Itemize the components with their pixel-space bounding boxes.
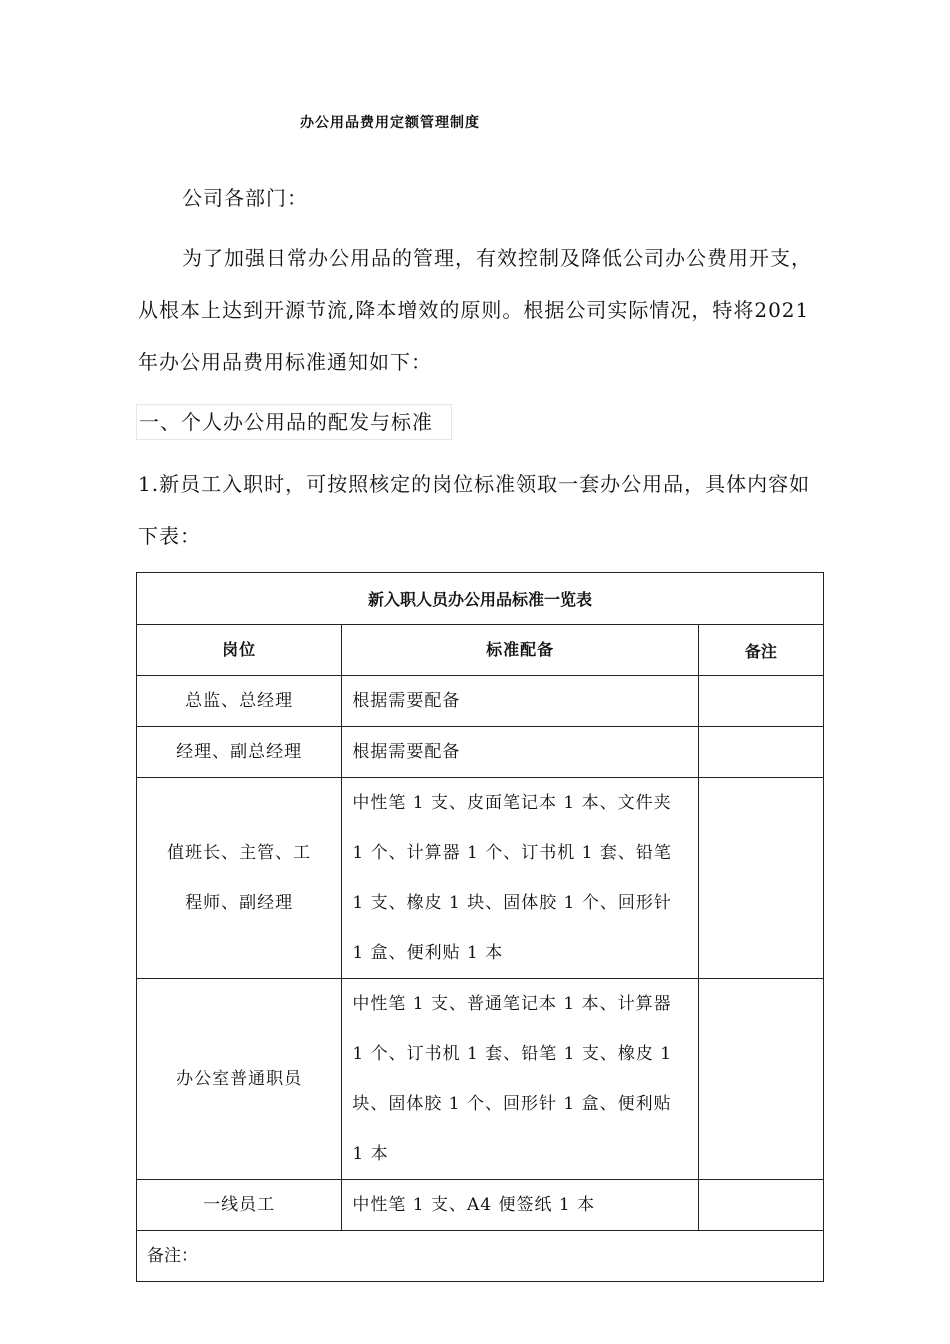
supplies-standard-table xyxy=(136,572,824,1282)
note-cell xyxy=(698,778,823,979)
table-row xyxy=(137,1180,824,1231)
position-cell: 一线员工 xyxy=(137,1180,342,1231)
position-cell: 总监、总经理 xyxy=(137,676,342,727)
table-row xyxy=(137,676,824,727)
section-heading: 一、个人办公用品的配发与标准 xyxy=(136,404,452,440)
intro-paragraph: 为了加强日常办公用品的管理，有效控制及降低公司办公费用开支，从根本上达到开源节流,降本增效的原则。根据公司实际情况，特将2021年办公用品费用标准通知如下： xyxy=(138,246,812,374)
position-cell: 值班长、主管、工程师、副经理 xyxy=(137,778,342,979)
item-paragraph: 1.新员工入职时，可按照核定的岗位标准领取一套办公用品，具体内容如下表： xyxy=(138,472,811,548)
note-cell xyxy=(698,1180,823,1231)
header-note: 备注 xyxy=(698,625,823,676)
salutation: 公司各部门： xyxy=(182,186,308,210)
note-cell xyxy=(698,676,823,727)
standard-cell: 中性笔 1 支、皮面笔记本 1 本、文件夹 1 个、计算器 1 个、订书机 1 套、铅笔 1 支、橡皮 1 块、固体胶 1 个、回形针 1 盒、便利贴 1 本 xyxy=(342,778,698,979)
position-cell: 经理、副总经理 xyxy=(137,727,342,778)
table-title: 新入职人员办公用品标准一览表 xyxy=(137,573,824,625)
note-cell xyxy=(698,727,823,778)
standard-cell: 中性笔 1 支、普通笔记本 1 本、计算器 1 个、订书机 1 套、铅笔 1 支、橡皮 1 块、固体胶 1 个、回形针 1 盒、便利贴 1 本 xyxy=(342,979,698,1180)
note-cell xyxy=(698,979,823,1180)
document-title: 办公用品费用定额管理制度 xyxy=(300,115,480,131)
standard-cell: 中性笔 1 支、A4 便签纸 1 本 xyxy=(342,1180,698,1231)
standard-cell: 根据需要配备 xyxy=(342,727,698,778)
position-cell: 办公室普通职员 xyxy=(137,979,342,1180)
table-row xyxy=(137,778,824,979)
header-position: 岗位 xyxy=(137,625,342,676)
header-standard: 标准配备 xyxy=(342,625,698,676)
table-footer-note: 备注： xyxy=(137,1231,824,1282)
table-row xyxy=(137,979,824,1180)
standard-cell: 根据需要配备 xyxy=(342,676,698,727)
table-row xyxy=(137,727,824,778)
